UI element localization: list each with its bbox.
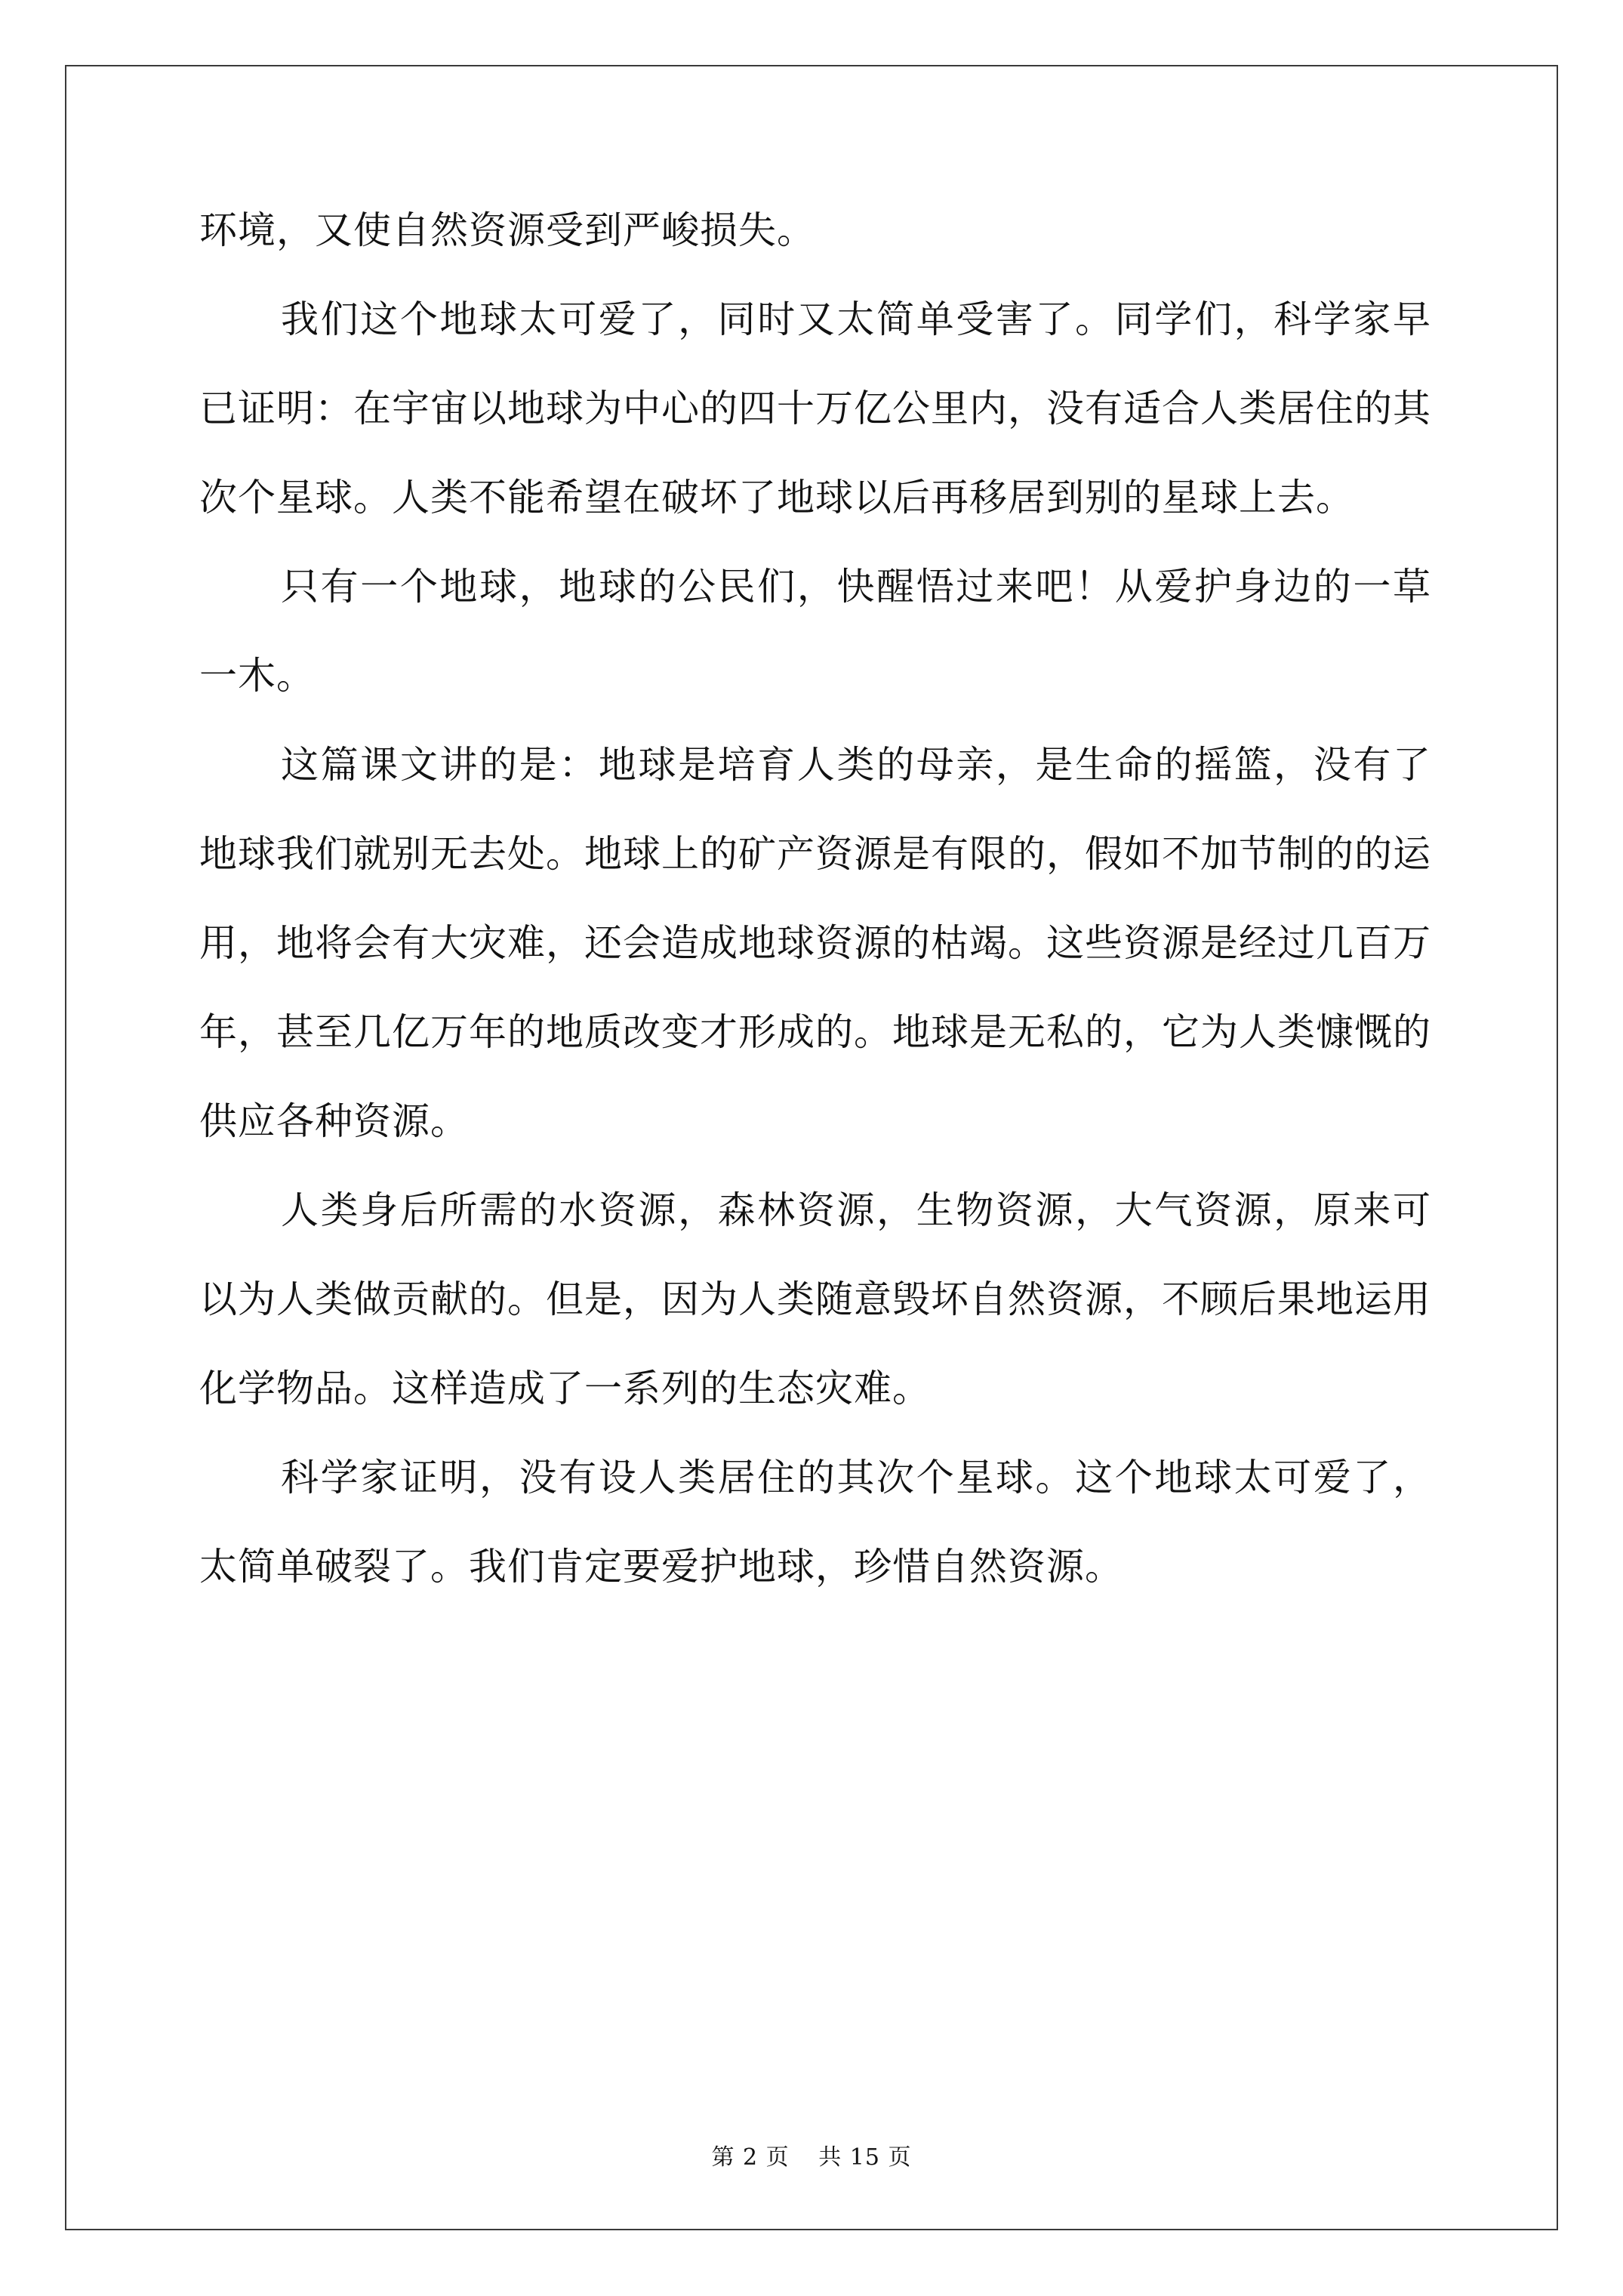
page-number: 第 2 页 — [711, 2144, 790, 2171]
page-total: 共 15 页 — [818, 2144, 912, 2171]
paragraph: 只有一个地球，地球的公民们，快醒悟过来吧！从爱护身边的一草一木。 — [199, 565, 1431, 698]
paragraph: 我们这个地球太可爱了，同时又太简单受害了。同学们，科学家早已证明：在宇宙以地球为中心的四十万亿公里内，没有适合人类居住的其次个星球。人类不能希望在破坏了地球以后再移居到别的星球上去。 — [199, 297, 1431, 519]
paragraph: 这篇课文讲的是：地球是培育人类的母亲，是生命的摇篮，没有了地球我们就别无去处。地球上的矿产资源是有限的，假如不加节制的的运用，地将会有大灾难，还会造成地球资源的枯竭。这些资源是经过几百万年，甚至几亿万年的地质改变才形成的。地球是无私的，它为人类慷慨的供应各种资源。 — [199, 743, 1431, 1143]
paragraph: 科学家证明，没有设人类居住的其次个星球。这个地球太可爱了，太简单破裂了。我们肯定要爱护地球，珍惜自然资源。 — [199, 1456, 1431, 1589]
paragraph: 人类身后所需的水资源，森林资源，生物资源，大气资源，原来可以为人类做贡献的。但是，因为人类随意毁坏自然资源，不顾后果地运用化学物品。这样造成了一系列的生态灾难。 — [199, 1188, 1431, 1410]
document-body — [199, 186, 1431, 1611]
paragraph: 环境，又使自然资源受到严峻损失。 — [199, 208, 815, 252]
page-footer — [0, 2138, 1623, 2171]
